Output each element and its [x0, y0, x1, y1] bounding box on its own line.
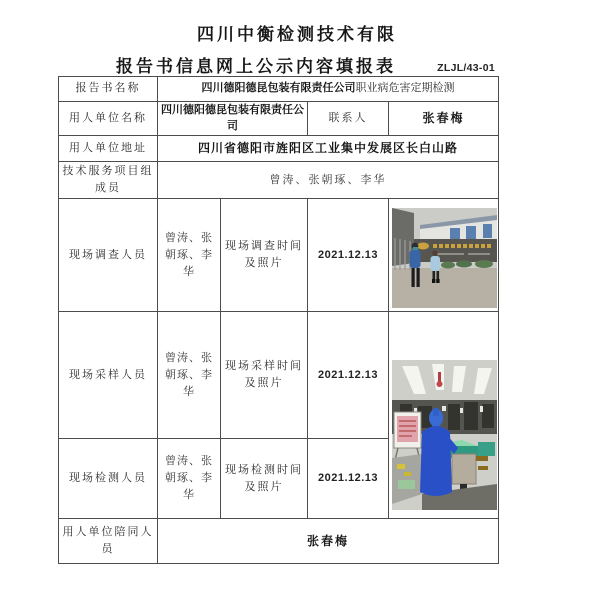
workshop-photo — [392, 360, 497, 510]
contact-label: 联系人 — [308, 102, 389, 136]
contact-value: 张春梅 — [389, 102, 499, 136]
document-header — [58, 20, 498, 74]
workshop-photo-cell — [389, 312, 499, 519]
site-survey-time-label: 现场调查时间及照片 — [221, 199, 308, 312]
site-survey-label: 现场调查人员 — [59, 199, 158, 312]
accompanying-value: 张春梅 — [158, 519, 499, 564]
accompanying-label: 用人单位陪同人员 — [59, 519, 158, 564]
doc-code: ZLJL/43-01 — [437, 62, 495, 74]
report-name-label: 报告书名称 — [59, 77, 158, 102]
page-subtitle-row — [58, 52, 498, 74]
report-name-suffix: 职业病危害定期检测 — [355, 82, 455, 95]
row-accompanying — [59, 519, 499, 564]
report-name-value — [158, 77, 499, 102]
row-site-survey — [59, 199, 499, 312]
employer-name-value: 四川德阳德昆包装有限责任公司 — [158, 102, 308, 136]
report-info-table — [58, 76, 499, 564]
employer-name-label: 用人单位名称 — [59, 102, 158, 136]
employer-address-label: 用人单位地址 — [59, 136, 158, 162]
row-report-name — [59, 77, 499, 102]
employer-address-value: 四川省德阳市旌阳区工业集中发展区长白山路 — [158, 136, 499, 162]
factory-gate-photo — [392, 208, 497, 308]
page-subtitle: 报告书信息网上公示内容填报表 — [116, 57, 396, 76]
report-name-company: 四川德阳德昆包装有限责任公司 — [201, 82, 356, 95]
page-title: 四川中衡检测技术有限 — [197, 25, 397, 44]
site-testing-staff: 曾涛、张朝琢、李华 — [158, 439, 221, 519]
row-site-sampling — [59, 312, 499, 439]
site-survey-photo-cell — [389, 199, 499, 312]
row-employer-name — [59, 102, 499, 136]
site-survey-date: 2021.12.13 — [308, 199, 389, 312]
project-team-value: 曾涛、张朝琢、李华 — [158, 162, 499, 199]
site-sampling-label: 现场采样人员 — [59, 312, 158, 439]
site-sampling-time-label: 现场采样时间及照片 — [221, 312, 308, 439]
site-testing-date: 2021.12.13 — [308, 439, 389, 519]
site-testing-time-label: 现场检测时间及照片 — [221, 439, 308, 519]
row-employer-address — [59, 136, 499, 162]
site-survey-staff: 曾涛、张朝琢、李华 — [158, 199, 221, 312]
site-testing-label: 现场检测人员 — [59, 439, 158, 519]
project-team-label: 技术服务项目组成员 — [59, 162, 158, 199]
site-sampling-staff: 曾涛、张朝琢、李华 — [158, 312, 221, 439]
site-sampling-date: 2021.12.13 — [308, 312, 389, 439]
row-project-team — [59, 162, 499, 199]
